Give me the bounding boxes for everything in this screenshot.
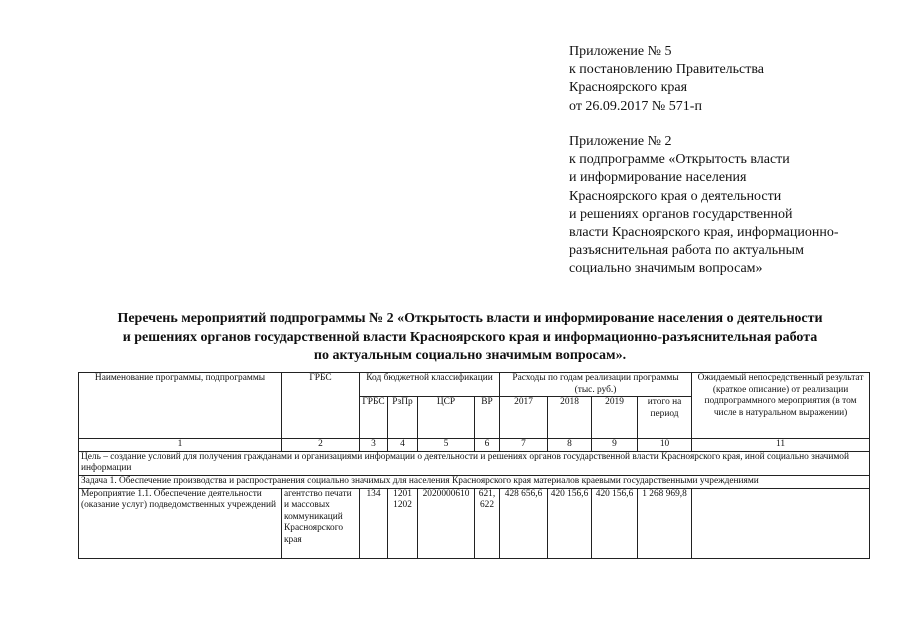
table-row bbox=[79, 488, 870, 558]
subheader-vr: ВР bbox=[475, 397, 500, 439]
column-number-row bbox=[79, 439, 870, 452]
appendix-2-ref: социально значимым вопросам» bbox=[569, 261, 763, 277]
title-line: по актуальным социально значимым вопросам». bbox=[313, 348, 627, 364]
header-grbs: ГРБС bbox=[282, 373, 360, 439]
column-number: 5 bbox=[418, 439, 475, 452]
column-number: 3 bbox=[360, 439, 388, 452]
title-line: и решениях органов государственной власти Красноярского края и информационно-разъяснительная работа bbox=[122, 329, 818, 345]
header-name: Наименование программы, подпрограммы bbox=[79, 373, 282, 439]
task-text: Задача 1. Обеспечение производства и распространения социально значимых для населения Красноярского края материалов краевыми государственными учреждениями bbox=[79, 475, 870, 488]
column-number: 7 bbox=[500, 439, 548, 452]
subheader-2018: 2018 bbox=[548, 397, 592, 439]
appendix-5-block bbox=[569, 43, 764, 116]
column-number: 9 bbox=[592, 439, 638, 452]
activity-total: 1 268 969,8 bbox=[638, 488, 692, 558]
subheader-grbs: ГРБС bbox=[360, 397, 388, 439]
goal-row bbox=[79, 451, 870, 475]
activity-2017: 428 656,6 bbox=[500, 488, 548, 558]
goal-text: Цель – создание условий для получения гражданами и организациями информации о деятельности и решениях органов государственной власти Красноярского края, иной социально значимой информации bbox=[79, 451, 870, 475]
activity-name: Мероприятие 1.1. Обеспечение деятельности (оказание услуг) подведомственных учреждений bbox=[79, 488, 282, 558]
subheader-csr: ЦСР bbox=[418, 397, 475, 439]
appendix-2-number: Приложение № 2 bbox=[569, 134, 672, 149]
header-expenses: Расходы по годам реализации программы (тыс. руб.) bbox=[500, 373, 692, 397]
column-number: 8 bbox=[548, 439, 592, 452]
header-budget-code: Код бюджетной классификации bbox=[360, 373, 500, 397]
appendix-2-ref: власти Красноярского края, информационно- bbox=[569, 225, 839, 241]
appendix-5-date: от 26.09.2017 № 571-п bbox=[569, 98, 702, 114]
appendix-2-ref: Красноярского края о деятельности bbox=[569, 188, 782, 204]
activities-table bbox=[78, 372, 870, 559]
subheader-total: итого на период bbox=[638, 397, 692, 439]
task-row bbox=[79, 475, 870, 488]
header-result: Ожидаемый непосредственный результат (краткое описание) от реализации подпрограммного мероприятия (в том числе в натуральном выражении) bbox=[692, 373, 870, 439]
activity-2018: 420 156,6 bbox=[548, 488, 592, 558]
header-row bbox=[79, 373, 870, 397]
appendix-5-ref: к постановлению Правительства bbox=[569, 62, 765, 78]
column-number: 11 bbox=[692, 439, 870, 452]
activity-2019: 420 156,6 bbox=[592, 488, 638, 558]
column-number: 4 bbox=[388, 439, 418, 452]
activity-grbs: агентство печати и массовых коммуникаций Красноярского края bbox=[282, 488, 360, 558]
column-number: 6 bbox=[475, 439, 500, 452]
activity-rzpr: 1201 1202 bbox=[388, 488, 418, 558]
appendix-2-ref: разъяснительная работа по актуальным bbox=[569, 243, 804, 259]
subheader-2017: 2017 bbox=[500, 397, 548, 439]
appendix-2-ref: и информирование населения bbox=[569, 170, 747, 186]
appendix-2-ref: и решениях органов государственной bbox=[569, 206, 793, 222]
column-number: 10 bbox=[638, 439, 692, 452]
appendix-5-number: Приложение № 5 bbox=[569, 44, 672, 59]
document-title bbox=[80, 310, 860, 366]
appendix-5-ref: Красноярского края bbox=[569, 80, 688, 96]
subheader-2019: 2019 bbox=[592, 397, 638, 439]
activity-vr: 621, 622 bbox=[475, 488, 500, 558]
title-line: Перечень мероприятий подпрограммы № 2 «Открытость власти и информирование населения о деятельности bbox=[117, 311, 823, 326]
column-number: 2 bbox=[282, 439, 360, 452]
column-number: 1 bbox=[79, 439, 282, 452]
appendix-2-ref: к подпрограмме «Открытость власти bbox=[569, 152, 790, 168]
subheader-rzpr: РзПр bbox=[388, 397, 418, 439]
activity-csr: 2020000610 bbox=[418, 488, 475, 558]
activity-result bbox=[692, 488, 870, 558]
appendix-2-block bbox=[569, 133, 839, 279]
activity-code-grbs: 134 bbox=[360, 488, 388, 558]
